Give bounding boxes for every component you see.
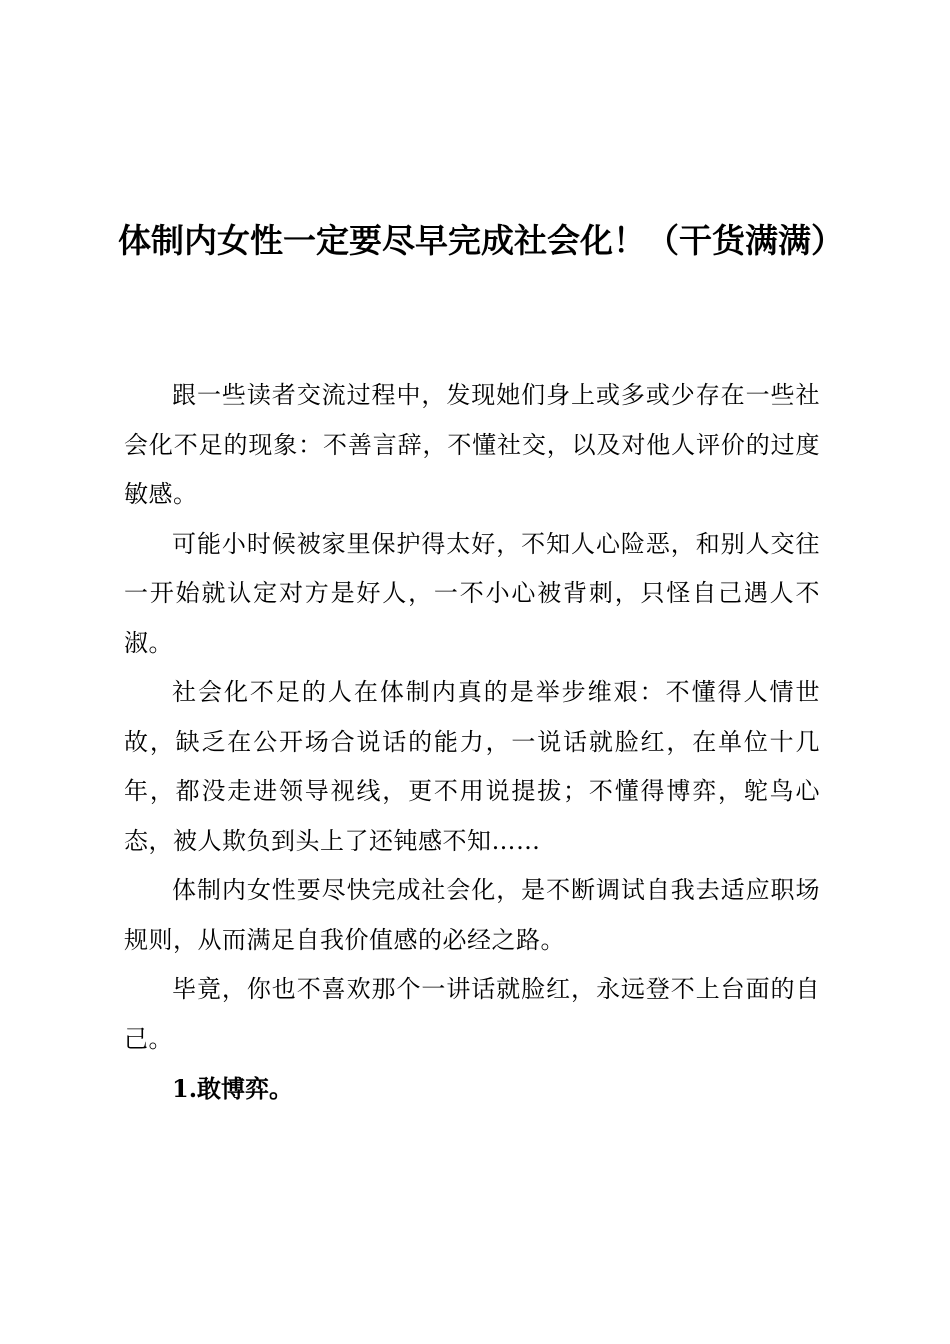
paragraph-5: 毕竟，你也不喜欢那个一讲话就脸红，永远登不上台面的自己。: [124, 975, 820, 1053]
section-heading: 1.敢博弈。: [172, 1074, 294, 1103]
document-title: 体制内女性一定要尽早完成社会化！（干货满满）: [118, 221, 844, 260]
paragraph-1: 跟一些读者交流过程中，发现她们身上或多或少存在一些社会化不足的现象：不善言辞，不懂社交，以及对他人评价的过度敏感。: [124, 381, 820, 508]
paragraph-2: 可能小时候被家里保护得太好，不知人心险恶，和别人交往一开始就认定对方是好人，一不小心被背刺，只怪自己遇人不淑。: [124, 529, 820, 657]
document-body: [124, 371, 820, 1114]
paragraph-3: 社会化不足的人在体制内真的是举步维艰：不懂得人情世故，缺乏在公开场合说话的能力，一说话就脸红，在单位十几年，都没走进领导视线，更不用说提拔；不懂得博弈，鸵鸟心态，被人欺负到头上了还钝感不知……: [124, 678, 820, 855]
paragraph-4: 体制内女性要尽快完成社会化，是不断调试自我去适应职场规则，从而满足自我价值感的必经之路。: [124, 876, 820, 954]
